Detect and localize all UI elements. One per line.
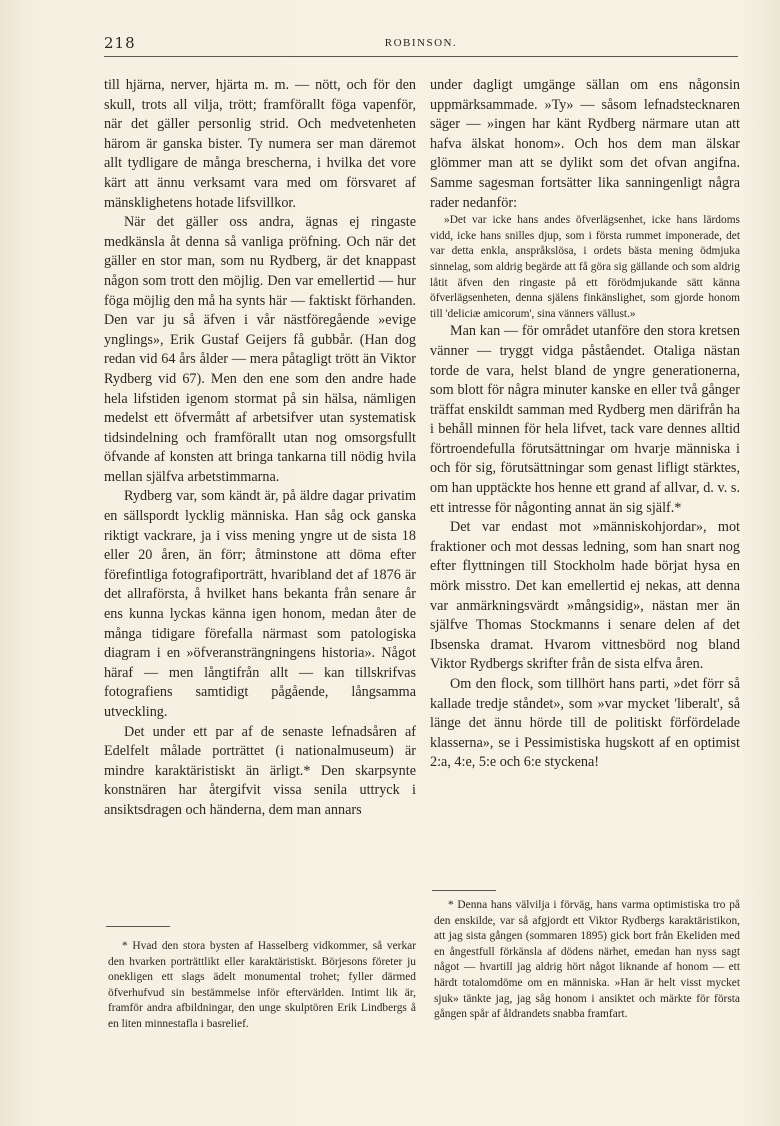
- right-column: [430, 76, 740, 773]
- page-header: [104, 34, 738, 57]
- paragraph: till hjärna, nerver, hjärta m. m. — nött, och för den skull, trots all vilja, trött; framförallt föga vapenför, när det gäller personlig strid. Och medvetenheten härom är ganska bister. Ty numera ser man däremot allt tydligare de många brescherna, i hvilka det vore kärt att ännu verksamt vara med om försvaret af mänsklighetens hotade lifsvillkor.: [104, 77, 416, 211]
- footnote-left: * Hvad den stora bysten af Hasselberg vidkommer, så verkar den hvarken porträttlikt eller karaktäristiskt. Börjesons företer ju onekligen ett slags ädelt monumental trohet; fyller därmed öfverhufvud sin bestämmelse inför eftervärlden. Intimt lik är, framför andra afbildningar, den unge skulptören Erik Lindbergs å en liten minnestafla i basrelief.: [108, 940, 416, 1030]
- running-head: ROBINSON.: [384, 37, 458, 49]
- paragraph: Det under ett par af de senaste lefnadsåren af Edelfelt målade porträttet (i nationalmuseum) är mindre karaktäristiskt än ärligt.* Den skarpsynte konstnären har återgifvit vissa senila uttryck i ansiktsdragen och händerna, dem man annars: [104, 723, 416, 818]
- paragraph: Man kan — för området utanföre den stora kretsen vänner — tryggt vidga påståendet. Otaliga nästan torde de vara, helst bland de yngre generationerna, som blott för några minuter kanske en eller två gånger träffat enskildt samman med Rydberg men därifrån ha i behåll minnen för hela lifvet, tack vare dennes alltid förtroendefulla förutsättningar om hvarje människa i och för sig, förutsättningar som genast lifligt stärktes, om han upptäckte hos henne ett grand af allvar, d. v. s. ett intresse för någonting annat än sig själf.*: [430, 323, 740, 516]
- paragraph: Det var endast mot »människohjordar», mot fraktioner och mot dessas ledning, som han snart nog efter flyttningen till Stockholm hade börjat hysa en mörk misstro. Det kan emellertid ej nekas, att denna var anmärkningsvärdt »mångsidig», nästan mer än själfve Thomas Stockmanns i senare delen af det Ibsenska dramat. Hvarom vittnesbörd nog bland Viktor Rydbergs skrifter från de sista elfva åren.: [430, 519, 740, 673]
- paragraph: Om den flock, som tillhört hans parti, »det förr så kallade tredje ståndet», som »var mycket 'liberalt', så länge det ännu hörde till de politiskt förfördelade klasserna», se i Pessimistiska hugskott af en optimist 2:a, 4:e, 5:e och 6:e styckena!: [430, 676, 740, 771]
- left-column: [104, 76, 416, 821]
- footnote-rule: [106, 926, 170, 927]
- paragraph: under dagligt umgänge sällan om ens någonsin uppmärksammade. »Ty» — såsom lefnadstecknaren säger — »ingen har känt Rydberg närmare utan att hafva älskat honom». Och hos dem man älskar glömmer man att se dylikt som det ofvan angifna. Samme sagesman fortsätter lika sanningenligt några rader nedanför:: [430, 77, 740, 211]
- paragraph: När det gäller oss andra, ägnas ej ringaste medkänsla åt denna så vanliga pröfning. Och när det gäller en stor man, som nu Rydberg, är det knappast någon som trott den möjlig. Den var emellertid — hur föga möjlig den må ha synts här — faktiskt förhanden. Den var ju så äfven i vår nästföregående »evige ynglings», Erik Gustaf Geijers få gubbår. (Han dog redan vid 64 års ålder — mera påtagligt trött än Viktor Rydberg vid 67). Men den ene som den andre hade hela lifstiden igenom stormat på sin hälsa, nämligen medelst ett öfvermått af arbetsifver utan systematisk tidsindelning och framförallt utan nog omsorgsfullt öfvande af konsten att bringa tankarna till nödig hvila mellan själfva arbetstimmarna.: [104, 214, 416, 485]
- footnote-right: * Denna hans välvilja i förväg, hans varma optimistiska tro på den enskilde, var så afgjordt ett Viktor Rydbergs karaktäristikon, att jag sista gången (sommaren 1895) gick bort från Ekeliden med en ångestfull förkänsla af dödens närhet, emedan han nyss sagt något — hvartill jag aldrig hört något liknande af honom — ett härdt totalomdöme om en människa. »Han är helt visst mycket sjuk» tänkte jag, jag såg honom i ansiktet och märkte för första gången spår af åldrandets snabba framfart.: [434, 899, 740, 1021]
- paragraph: Rydberg var, som kändt är, på äldre dagar privatim en sällspordt lycklig människa. Han såg ock ganska riktigt vackrare, ja i viss mening yngre ut de sista 18 eller 20 åren, än förr; åtminstone att döma efter förefintliga fotografiporträtt, hvaribland det af 1876 är det allraförsta, å hvilket hans bekanta från senare år ens kunna lyckas känna igen honom, medan åter de många tidigare förefalla närmast som patologiska diagram i en »öfveransträngningens historia». Något häraf — men långtifrån allt — kan tillskrifvas fotografiens samtidigt pågående, långsamma utveckling.: [104, 488, 416, 720]
- page-number: 218: [104, 34, 136, 52]
- footnote-rule: [432, 890, 496, 891]
- block-quote: »Det var icke hans andes öfverlägsenhet, icke hans lärdoms vidd, icke hans snilles djup, som i första rummet imponerade, det var detta enkla, anspråkslösa, i ordets bästa mening ödmjuka sinnelag, som aldrig begärde att få göra sig gällande och som aldrig låtit äfven den ringaste på ett förödmjukande sätt känna öfverlägsenheten, denna själens finkänslighet, som gjorde honom till 'deliciæ amicorum', sina vänners vällust.»: [430, 214, 740, 320]
